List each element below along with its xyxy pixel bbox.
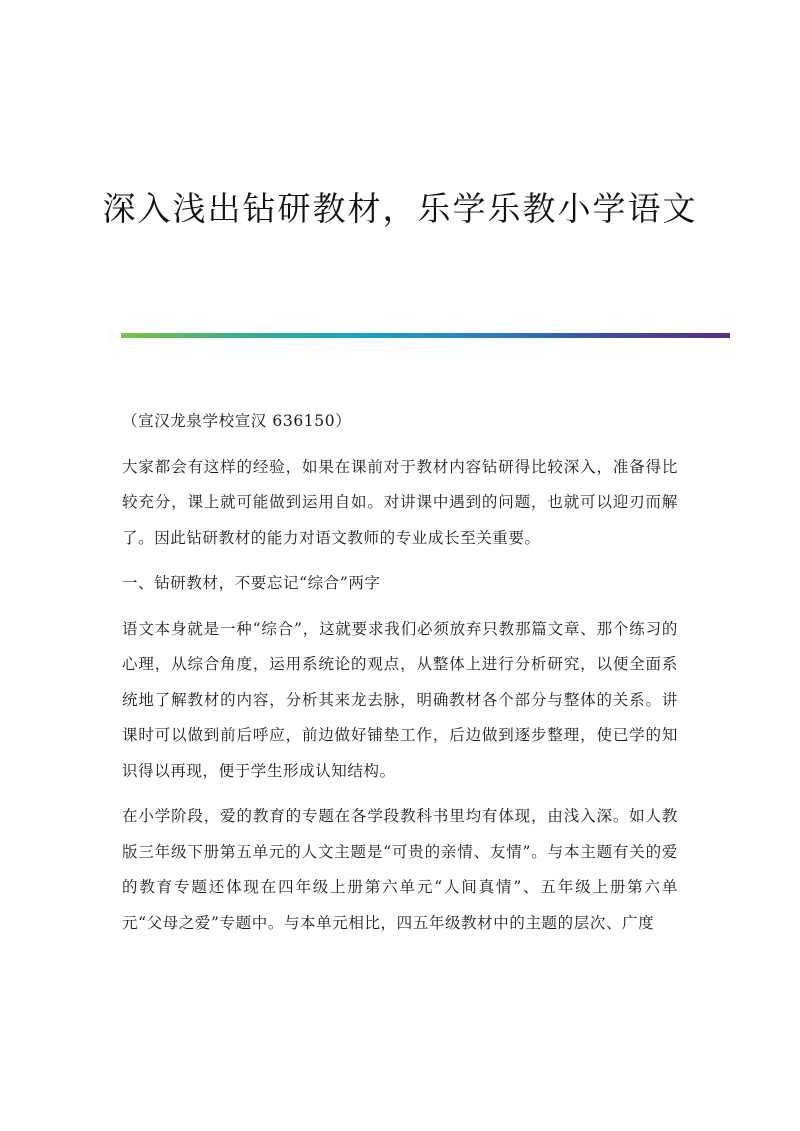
section-heading: 一、钻研教材，不要忘记“综合”两字 <box>122 574 381 592</box>
document-title: 深入浅出钻研教材，乐学乐教小学语文 <box>102 189 698 228</box>
document-body <box>122 404 678 951</box>
body-paragraph: 语文本身就是一种“综合”，这就要求我们必须放弃只教那篇文章、那个练习的心理，从综合角度，运用系统论的观点，从整体上进行分析研究，以便全面系统地了解教材的内容，分析其来龙去脉，明确教材各个部分与整体的关系。讲课时可以做到前后呼应，前边做好铺垫工作，后边做到逐步整理，使已学的知识得以再现，便于学生形成认知结构。 <box>122 619 678 780</box>
affiliation-line: （宣汉龙泉学校宣汉 636150） <box>122 412 352 430</box>
body-paragraph: 大家都会有这样的经验，如果在课前对于教材内容钻研得比较深入，准备得比较充分，课上就可能做到运用自如。对讲课中遇到的问题，也就可以迎刃而解了。因此钻研教材的能力对语文教师的专业成长至关重要。 <box>122 457 678 547</box>
title-divider <box>121 333 730 338</box>
body-paragraph: 在小学阶段，爱的教育的专题在各学段教科书里均有体现，由浅入深。如人教版三年级下册第五单元的人文主题是“可贵的亲情、友情”。与本主题有关的爱的教育专题还体现在四年级上册第六单元“人间真情”、五年级上册第六单元“父母之爱”专题中。与本单元相比，四五年级教材中的主题的层次、广度 <box>122 807 678 932</box>
